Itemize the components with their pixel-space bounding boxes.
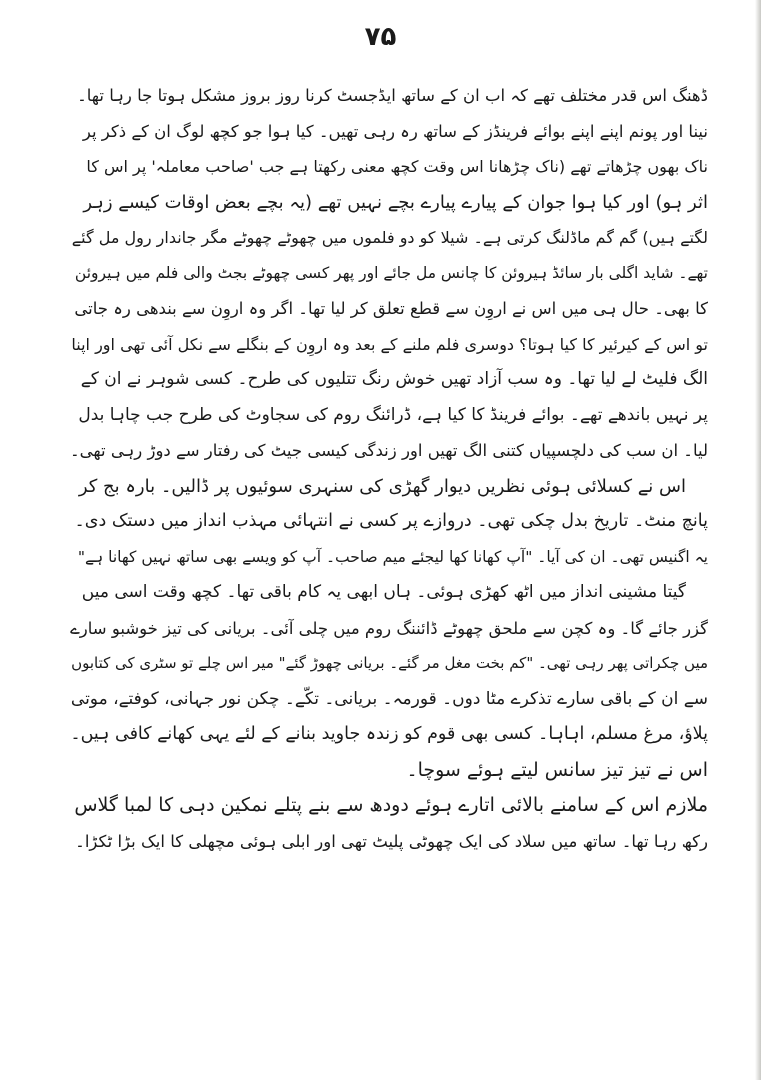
- text-line: تو اس کے کیرئیر کا کیا ہوتا؟ دوسری فلم ملنے کے بعد وہ اروِن کے بنگلے سے نکل آئی تھی اور اپنا: [71, 334, 708, 354]
- page-body-text: [68, 78, 708, 859]
- text-line: یہ اگنیس تھی۔ ان کی آیا۔ "آپ کھانا کھا لیجئے میم صاحب۔ آپ کو ویسے بھی ساتھ نہیں کھانا ہے": [77, 547, 708, 566]
- text-line: رکھ رہا تھا۔ ساتھ میں سلاد کی ایک چھوٹی پلیٹ تھی اور ابلی ہوئی مچھلی کا ایک بڑا ٹکڑا۔: [75, 831, 708, 851]
- text-line: پانچ منٹ۔ تاریخ بدل چکی تھی۔ دروازے پر کسی نے انتہائی مہذب انداز میں دستک دی۔: [74, 511, 708, 531]
- text-line: ملازم اس کے سامنے بالائی اتارے ہوئے دودھ سے بنے پتلے نمکین دہی کا لمبا گلاس: [74, 794, 708, 816]
- text-line: لگتے ہیں) گم گم ماڈلنگ کرتی ہے۔ شیلا کو دو فلموں میں چھوٹے چھوٹے مگر جاندار رول مل گئے: [71, 228, 708, 247]
- text-line: نینا اور پونم اپنے اپنے بوائے فرینڈز کے ساتھ رہ رہی تھیں۔ کیا ہوا جو کچھ لوگ ان کے ذکر پر: [82, 121, 708, 141]
- text-line: پر نہیں باندھے تھے۔ بوائے فرینڈ کا کیا ہے، ڈرائنگ روم کی سجاوٹ کی طرح جب چاہا بدل: [78, 404, 708, 425]
- text-line: پلاؤ، مرغ مسلم، اہاہا۔ کسی بھی قوم کو زندہ جاوید بنانے کے لئے یہی کھانے کافی ہیں۔: [70, 724, 708, 744]
- text-line: ڈھنگ اس قدر مختلف تھے کہ اب ان کے ساتھ ایڈجسٹ کرنا روز بروز مشکل ہوتا جا رہا تھا۔: [77, 86, 708, 105]
- text-line: اس نے کسلائی ہوئی نظریں دیوار گھڑی کی سنہری سوئیوں پر ڈالیں۔ بارہ بج کر: [78, 475, 686, 497]
- text-line: لیا۔ ان سب کی دلچسپیاں کتنی الگ تھیں اور زندگی کیسی جیٹ کی رفتار سے دوڑ رہی تھی۔: [70, 441, 708, 460]
- text-line: میں چکراتی پھر رہی تھی۔ "کم بخت مغل مر گئے۔ بریانی چھوڑ گئے" میر اس چلے تو سٹری کی کتابوں: [71, 654, 708, 672]
- scan-edge: [755, 0, 761, 1080]
- text-line: گزر جائے گا۔ وہ کچن سے ملحق چھوٹے ڈائننگ روم میں چلی آئی۔ بریانی کی تیز خوشبو سارے: [70, 618, 708, 638]
- text-line: کا بھی۔ حال ہی میں اس نے اروِن سے قطع تعلق کر لیا تھا۔ اگر وہ اروِن سے بندھی رہ جاتی: [74, 299, 708, 318]
- text-line: اس نے تیز تیز سانس لیتے ہوئے سوچا۔: [406, 758, 708, 781]
- page-number: ۷۵: [364, 22, 397, 52]
- text-line: الگ فلیٹ لے لیا تھا۔ وہ سب آزاد تھیں خوش رنگ تتلیوں کی طرح۔ کسی شوہر نے ان کے: [80, 369, 708, 389]
- text-line: ناک بھوں چڑھاتے تھے (ناک چڑھانا اس وقت کچھ معنی رکھتا ہے جب 'صاحب معاملہ' پر اس کا: [86, 157, 708, 176]
- text-line: تھے۔ شاید اگلی بار سائڈ ہیروئن کا چانس مل جائے اور پھر کسی چھوٹے بجٹ والی فلم میں ہیروئن: [74, 263, 708, 282]
- text-line: سے ان کے باقی سارے تذکرے مٹا دوں۔ قورمہ۔ بریانی۔ تکّے۔ چکن نور جہانی، کوفتے، موتی: [70, 688, 708, 709]
- text-line: گیتا مشینی انداز میں اٹھ کھڑی ہوئی۔ ہاں ابھی یہ کام باقی تھا۔ کچھ وقت اسی میں: [81, 582, 686, 602]
- text-line: اثر ہو) اور کیا ہوا جوان کے پیارے پیارے بچے نہیں تھے (یہ بچے بعض اوقات کیسے زہر: [83, 191, 708, 213]
